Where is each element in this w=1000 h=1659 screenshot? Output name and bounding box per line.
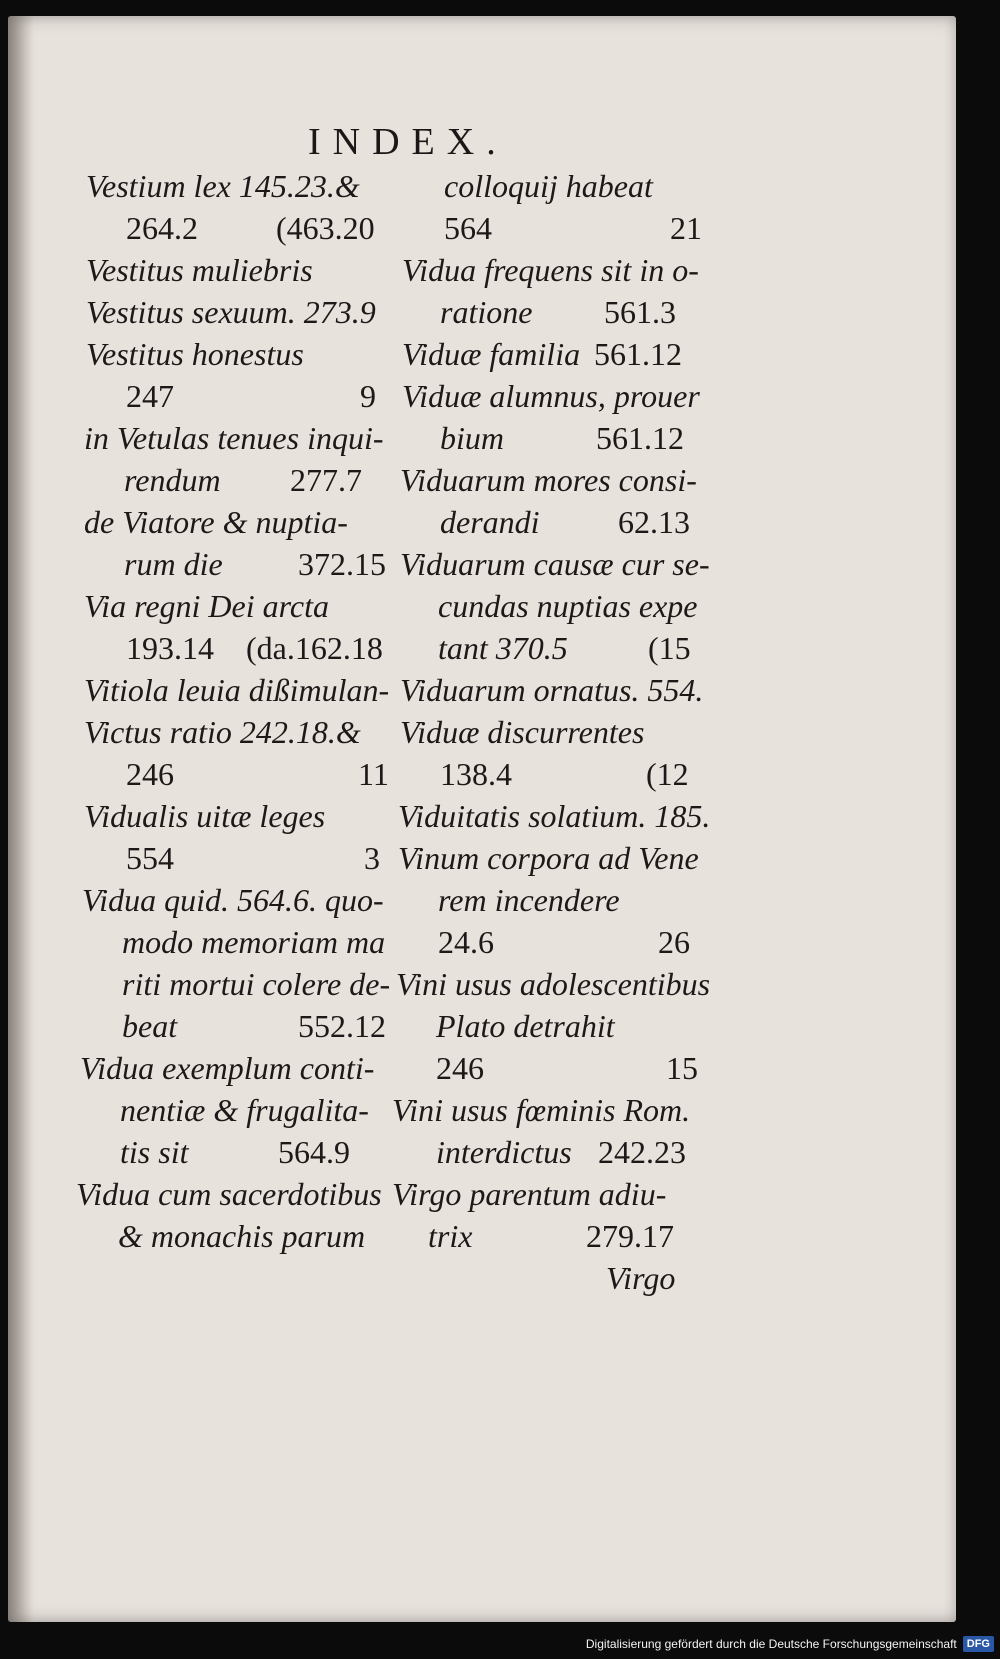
index-entry: Vini usus fœminis Rom. xyxy=(392,1092,691,1128)
index-entry: Viduæ discurrentes xyxy=(400,714,645,750)
index-entry: Viduæ alumnus, prouer xyxy=(402,378,700,414)
index-entry-page: 247 xyxy=(126,378,174,414)
index-entry: trix xyxy=(428,1218,473,1254)
index-entry-page: (15 xyxy=(648,630,691,666)
index-entry-page: 9 xyxy=(360,378,376,414)
index-entry: Victus ratio 242.18.& xyxy=(84,714,361,750)
index-entry-page: (da.162.18 xyxy=(246,630,383,666)
index-entry-page: 277.7 xyxy=(290,462,362,498)
index-entry: Via regni Dei arcta xyxy=(84,588,329,624)
index-entry-page: (463.20 xyxy=(276,210,375,246)
index-entry-page: 11 xyxy=(358,756,389,792)
book-page xyxy=(8,16,956,1622)
index-entry: colloquij habeat xyxy=(444,168,653,204)
index-entry-page: 3 xyxy=(364,840,380,876)
index-entry-page: 554 xyxy=(126,840,174,876)
index-entry-page: 15 xyxy=(666,1050,698,1086)
index-entry-page: 26 xyxy=(658,924,690,960)
index-entry: & monachis parum xyxy=(118,1218,366,1254)
index-entry-page: 62.13 xyxy=(618,504,690,540)
index-entry: Vestium lex 145.23.& xyxy=(86,168,360,204)
index-entry-page: 564.9 xyxy=(278,1134,350,1170)
index-entry-page: 242.23 xyxy=(598,1134,686,1170)
catchword: Virgo xyxy=(606,1260,676,1296)
index-entry-page: 279.17 xyxy=(586,1218,674,1254)
index-entry: interdictus xyxy=(436,1134,572,1170)
index-entry: bium xyxy=(440,420,504,456)
index-entry: Vitiola leuia dißimulan- xyxy=(84,672,390,708)
index-entry: Vidua frequens sit in o- xyxy=(402,252,699,288)
index-entry: de Viatore & nuptia- xyxy=(84,504,348,540)
index-entry-page: 246 xyxy=(436,1050,484,1086)
index-entry-page: 561.12 xyxy=(594,336,682,372)
index-entry: Viduarum causæ cur se- xyxy=(400,546,710,582)
index-entry: Vestitus sexuum. 273.9 xyxy=(86,294,376,330)
index-entry: Vestitus muliebris xyxy=(86,252,313,288)
index-entry-page: 552.12 xyxy=(298,1008,386,1044)
dfg-logo: DFG xyxy=(963,1636,994,1652)
digitization-footer xyxy=(586,1633,994,1655)
index-entry-page: 561.3 xyxy=(604,294,676,330)
index-entry-page: 138.4 xyxy=(440,756,512,792)
footer-credit: Digitalisierung gefördert durch die Deutsche Forschungsgemeinschaft xyxy=(585,1637,957,1651)
index-entry: ratione xyxy=(440,294,533,330)
index-entry: riti mortui colere de- xyxy=(122,966,391,1002)
index-entry: Viduitatis solatium. 185. xyxy=(398,798,711,834)
index-entry: rem incendere xyxy=(438,882,620,918)
index-entry: Virgo parentum adiu- xyxy=(392,1176,667,1212)
index-entry: Viduarum mores consi- xyxy=(400,462,697,498)
index-entry: Plato detrahit xyxy=(436,1008,615,1044)
index-entry-page: 246 xyxy=(126,756,174,792)
index-entry-page: 24.6 xyxy=(438,924,494,960)
index-entry: Vidua cum sacerdotibus xyxy=(76,1176,382,1212)
gutter-shadow xyxy=(8,16,34,1622)
index-entry: Vidua exemplum conti- xyxy=(80,1050,375,1086)
index-entry-page: 193.14 xyxy=(126,630,214,666)
index-entry: Vestitus honestus xyxy=(86,336,304,372)
index-entry: rendum xyxy=(124,462,221,498)
index-entry: Vini usus adolescentibus xyxy=(396,966,711,1002)
index-entry: tant 370.5 xyxy=(438,630,568,666)
index-entry-page: 564 xyxy=(444,210,492,246)
index-entry: derandi xyxy=(440,504,540,540)
index-entry: Vidua quid. 564.6. quo- xyxy=(82,882,384,918)
index-entry-page: 21 xyxy=(670,210,702,246)
index-entry: beat xyxy=(122,1008,178,1044)
index-entry-page: 372.15 xyxy=(298,546,386,582)
page-header: INDEX. xyxy=(308,121,508,163)
index-entry: nentiæ & frugalita- xyxy=(120,1092,369,1128)
index-entry: cundas nuptias expe xyxy=(438,588,698,624)
index-entry: Viduæ familia xyxy=(402,336,581,372)
index-entry: Viduarum ornatus. 554. xyxy=(400,672,704,708)
index-entry: modo memoriam ma xyxy=(122,924,386,960)
index-entry: tis sit xyxy=(120,1134,189,1170)
index-entry: rum die xyxy=(124,546,223,582)
index-entry: in Vetulas tenues inqui- xyxy=(84,420,384,456)
index-entry: Vinum corpora ad Vene xyxy=(398,840,699,876)
index-entry-page: (12 xyxy=(646,756,689,792)
index-entry-page: 561.12 xyxy=(596,420,684,456)
index-entry: Vidualis uitæ leges xyxy=(84,798,326,834)
index-entry-page: 264.2 xyxy=(126,210,198,246)
